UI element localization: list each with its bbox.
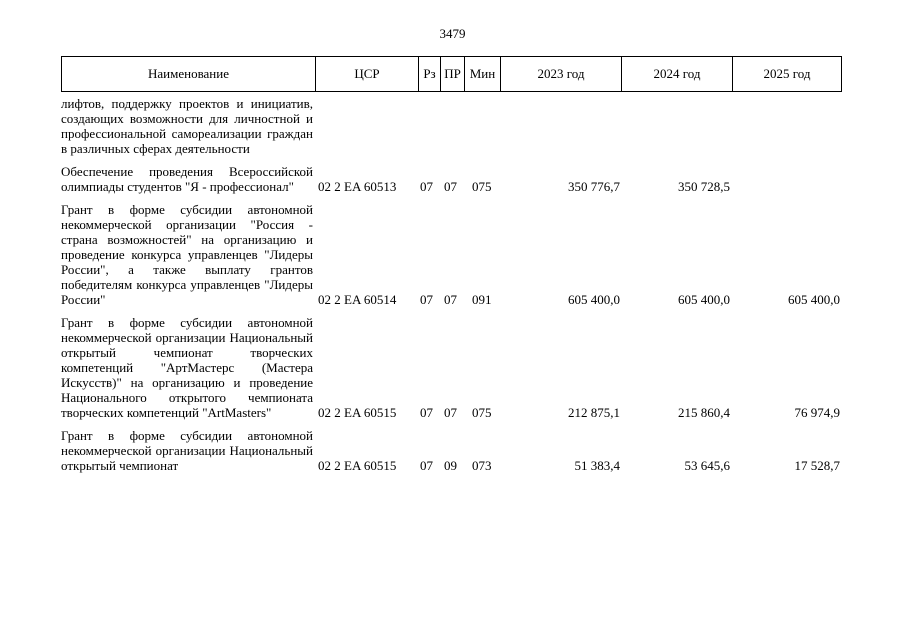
row-rz: 07 xyxy=(420,405,433,420)
page-number: 3479 xyxy=(439,26,466,41)
header-name: Наименование xyxy=(62,57,316,91)
row-2023: 51 383,4 xyxy=(574,458,620,473)
header-2024: 2024 год xyxy=(622,57,733,91)
row-rz: 07 xyxy=(420,179,433,194)
row-min: 075 xyxy=(472,179,492,194)
row-2025: 76 974,9 xyxy=(794,405,840,420)
row-min: 075 xyxy=(472,405,492,420)
row-csr: 02 2 EA 60515 xyxy=(318,458,397,473)
row-2023: 605 400,0 xyxy=(568,292,620,307)
row-name: Грант в форме субсидии автономной некоммерческой организации Национальный открытый чемпионат творческих компетенций "АртМастерс (Мастера Искусств)" на организацию и проведение Национального открытого чемпионата творческих компетенций "ArtMasters" xyxy=(61,315,313,420)
row-rz: 07 xyxy=(420,458,433,473)
row-pr: 09 xyxy=(444,458,457,473)
header-2025: 2025 год xyxy=(763,66,811,81)
header-rz: Рз xyxy=(419,57,441,91)
row-csr: 02 2 EA 60515 xyxy=(318,405,397,420)
table-row xyxy=(61,315,842,420)
row-csr: 02 2 EA 60513 xyxy=(318,179,397,194)
header-min: Мин xyxy=(465,57,501,91)
table-row xyxy=(61,96,842,156)
row-name: Грант в форме субсидии автономной некоммерческой организации Национальный открытый чемпионат xyxy=(61,428,313,473)
row-name: Грант в форме субсидии автономной некоммерческой организации "Россия - страна возможностей" на организацию и проведение конкурса управленцев "Лидеры России", а также выплату грантов победителям конкурса управленцев "Лидеры России" xyxy=(61,202,313,307)
row-name: лифтов, поддержку проектов и инициатив, создающих возможности для личностной и профессиональной самореализации граждан в различных сферах деятельности xyxy=(61,96,313,156)
table-row xyxy=(61,164,842,194)
table-header xyxy=(61,56,842,92)
row-2025: 605 400,0 xyxy=(788,292,840,307)
row-pr: 07 xyxy=(444,179,457,194)
row-2023: 350 776,7 xyxy=(568,179,620,194)
header-2023: 2023 год xyxy=(501,57,622,91)
row-csr: 02 2 EA 60514 xyxy=(318,292,397,307)
row-min: 091 xyxy=(472,292,492,307)
table-row xyxy=(61,428,842,473)
table-body xyxy=(61,96,842,481)
row-2024: 350 728,5 xyxy=(678,179,730,194)
row-2024: 53 645,6 xyxy=(684,458,730,473)
header-pr: ПР xyxy=(441,57,465,91)
row-min: 073 xyxy=(472,458,492,473)
table-row xyxy=(61,202,842,307)
row-pr: 07 xyxy=(444,405,457,420)
row-2024: 605 400,0 xyxy=(678,292,730,307)
row-2024: 215 860,4 xyxy=(678,405,730,420)
row-2023: 212 875,1 xyxy=(568,405,620,420)
row-rz: 07 xyxy=(420,292,433,307)
row-pr: 07 xyxy=(444,292,457,307)
row-name: Обеспечение проведения Всероссийской олимпиады студентов "Я - профессионал" xyxy=(61,164,313,194)
header-csr: ЦСР xyxy=(316,57,419,91)
row-2025: 17 528,7 xyxy=(794,458,840,473)
